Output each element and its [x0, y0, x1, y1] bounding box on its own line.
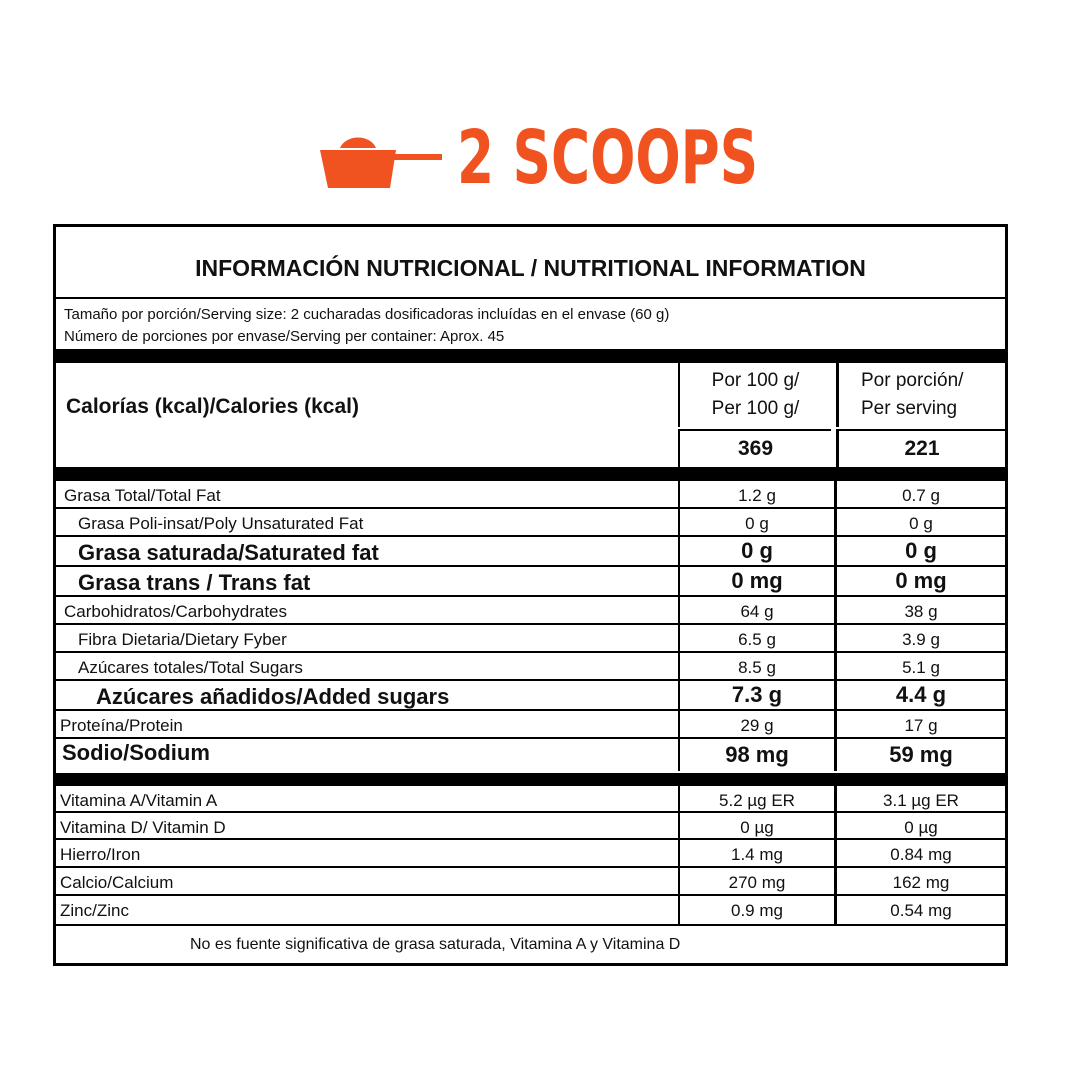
header: [0, 100, 1080, 210]
nutrient-name: Grasa Poli-insat/Poly Unsaturated Fat: [78, 514, 364, 533]
value-per-100g: 0 g: [678, 509, 834, 535]
table-row: [56, 537, 1005, 567]
table-row: [56, 896, 1005, 924]
value-per-100g: 1.4 mg: [678, 840, 834, 866]
value-per-serving: 162 mg: [834, 868, 1005, 894]
value-per-serving: 0 µg: [834, 813, 1005, 838]
value-per-100g: 8.5 g: [678, 653, 834, 679]
value-per-serving: 4.4 g: [834, 681, 1005, 709]
table-row: [56, 840, 1005, 868]
value-per-100g: 270 mg: [678, 868, 834, 894]
nutrient-name: Fibra Dietaria/Dietary Fyber: [78, 630, 287, 649]
value-per-100g: 64 g: [678, 597, 834, 623]
calories-per-serving: 221: [836, 429, 1005, 467]
nutrient-name: Grasa trans / Trans fat: [78, 570, 311, 595]
vitamin-name: Zinc/Zinc: [60, 901, 129, 920]
col1-header-line2: Per 100 g/: [711, 398, 800, 419]
value-per-100g: 98 mg: [678, 739, 834, 771]
value-per-100g: 6.5 g: [678, 625, 834, 651]
value-per-serving: 17 g: [834, 711, 1005, 737]
col1-header-line1: Por 100 g/: [711, 370, 800, 391]
vitamin-name: Calcio/Calcium: [60, 873, 174, 892]
divider-bar: [56, 773, 1005, 786]
table-row: [56, 653, 1005, 681]
value-per-100g: 1.2 g: [678, 481, 834, 507]
nutrient-name: Azúcares totales/Total Sugars: [78, 658, 303, 677]
value-per-100g: 0.9 mg: [678, 896, 834, 924]
value-per-serving: 0.54 mg: [834, 896, 1005, 924]
nutrients-table: [56, 481, 1005, 771]
serving-info: [56, 299, 1005, 349]
footnote: [56, 924, 1005, 964]
vitamin-name: Vitamina D/ Vitamin D: [60, 818, 226, 837]
vitamin-name: Hierro/Iron: [60, 845, 141, 864]
value-per-100g: 0 g: [678, 537, 834, 565]
table-row: [56, 739, 1005, 771]
value-per-serving: 0.7 g: [834, 481, 1005, 507]
nutrient-name: Azúcares añadidos/Added sugars: [96, 684, 450, 709]
table-row: [56, 597, 1005, 625]
value-per-100g: 0 µg: [678, 813, 834, 838]
vitamin-name: Vitamina A/Vitamin A: [60, 791, 218, 810]
nutrition-label: [53, 224, 1008, 966]
value-per-100g: 5.2 µg ER: [678, 786, 834, 811]
scoop-icon: [318, 130, 448, 190]
value-per-100g: 0 mg: [678, 567, 834, 595]
value-per-serving: 3.9 g: [834, 625, 1005, 651]
calories-label: Calorías (kcal)/Calories (kcal): [66, 395, 359, 418]
servings-per-container: Número de porciones por envase/Serving per container: Aprox. 45: [64, 328, 505, 345]
value-per-100g: 29 g: [678, 711, 834, 737]
nutrient-name: Sodio/Sodium: [62, 740, 210, 765]
label-title: INFORMACIÓN NUTRICIONAL / NUTRITIONAL INFORMATION: [56, 227, 1005, 299]
col2-header-line2: Per serving: [861, 398, 958, 419]
value-per-serving: 59 mg: [834, 739, 1005, 771]
value-per-serving: 0.84 mg: [834, 840, 1005, 866]
col2-header-line1: Por porción/: [861, 370, 964, 391]
table-row: [56, 509, 1005, 537]
nutrient-name: Grasa saturada/Saturated fat: [78, 540, 379, 565]
table-row: [56, 813, 1005, 840]
calories-block: [56, 363, 1005, 467]
table-row: [56, 625, 1005, 653]
col-header-per-100g: [678, 363, 831, 427]
divider-bar: [56, 467, 1005, 481]
value-per-serving: 3.1 µg ER: [834, 786, 1005, 811]
table-row: [56, 567, 1005, 597]
value-per-serving: 38 g: [834, 597, 1005, 623]
value-per-serving: 0 g: [834, 509, 1005, 535]
table-row: [56, 681, 1005, 711]
table-row: [56, 786, 1005, 813]
value-per-serving: 0 g: [834, 537, 1005, 565]
nutrient-name: Proteína/Protein: [60, 716, 183, 735]
value-per-serving: 5.1 g: [834, 653, 1005, 679]
value-per-100g: 7.3 g: [678, 681, 834, 709]
table-row: [56, 481, 1005, 509]
table-row: [56, 711, 1005, 739]
table-row: [56, 868, 1005, 896]
divider-bar: [56, 349, 1005, 363]
col-header-per-serving: [836, 363, 1005, 427]
vitamins-table: [56, 786, 1005, 924]
serving-size: Tamaño por porción/Serving size: 2 cucharadas dosificadoras incluídas en el envase (60 g): [64, 306, 670, 323]
calories-per-100g: 369: [678, 429, 831, 467]
value-per-serving: 0 mg: [834, 567, 1005, 595]
nutrient-name: Carbohidratos/Carbohydrates: [64, 602, 288, 621]
footnote-text: No es fuente significativa de grasa saturada, Vitamina A y Vitamina D: [190, 936, 681, 953]
page-title: 2 SCOOPS: [457, 115, 759, 201]
nutrient-name: Grasa Total/Total Fat: [64, 486, 221, 505]
